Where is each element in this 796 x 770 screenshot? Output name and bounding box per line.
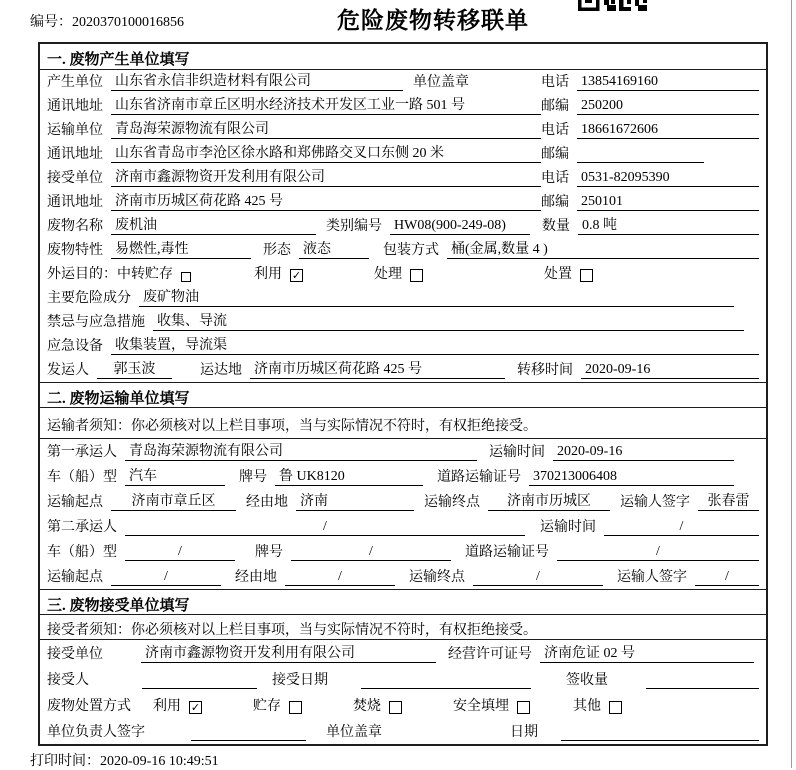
purpose-option-dispose <box>544 263 593 283</box>
equipment-value: 收集装置，导流渠 <box>111 334 759 355</box>
waste-traits-label: 废物特性 <box>47 243 103 258</box>
destination-value: 济南市历城区荷花路 425 号 <box>250 358 505 379</box>
responsible-sign-row <box>40 718 766 744</box>
accept-unit-label: 接受单位 <box>47 647 103 662</box>
second-carrier-value: / <box>125 519 525 536</box>
print-time-line <box>30 750 219 770</box>
waste-code-label: 类别编号 <box>326 219 382 234</box>
checkbox-dispose <box>580 269 593 282</box>
second-carrier-label: 第二承运人 <box>47 520 117 535</box>
route-start-label: 运输起点 <box>47 495 103 510</box>
route-start-label: 运输起点 <box>47 570 103 585</box>
producer-label: 产生单位 <box>47 75 103 90</box>
zip-label: 邮编 <box>541 99 569 114</box>
receiver-address-value: 济南市历城区荷花路 425 号 <box>111 190 541 211</box>
address-label: 通讯地址 <box>47 195 103 210</box>
acceptor-value <box>142 672 257 689</box>
transporter-value: 青岛海荣源物流有限公司 <box>111 118 541 139</box>
transport-time-label: 运输时间 <box>540 520 596 535</box>
transporter-row <box>40 118 766 142</box>
route-end-label: 运输终点 <box>409 570 465 585</box>
serial-label: 编号： <box>30 15 72 30</box>
waste-qty-value: 0.8 吨 <box>578 214 759 235</box>
route1-row <box>40 489 766 514</box>
emergency-equipment-row <box>40 334 766 358</box>
carrier-sign-value: 张春雷 <box>698 490 759 511</box>
checkbox-treat <box>410 269 423 282</box>
transport-time-value: 2020-09-16 <box>553 444 734 461</box>
serial-number: 2020370100016856 <box>72 15 184 30</box>
carrier-sign2-value: / <box>695 569 759 586</box>
route-via-value: 济南 <box>296 490 414 511</box>
first-carrier-row <box>40 439 766 464</box>
responsible-sign-value <box>191 724 306 741</box>
option-label: 中转贮存 <box>117 267 173 282</box>
disposal-option-store <box>253 695 353 715</box>
plate2-value: / <box>291 544 451 561</box>
signed-qty-label: 签收量 <box>566 673 608 688</box>
page-edge-line <box>791 0 792 768</box>
carrier-sign-label: 运输人签字 <box>620 495 690 510</box>
disposal-option-landfill <box>453 695 573 715</box>
option-label: 安全填埋 <box>453 699 509 714</box>
zip-label: 邮编 <box>541 195 569 210</box>
qr-code-icon <box>578 0 650 11</box>
road-cert-value: 370213006408 <box>529 469 734 486</box>
dispatcher-label: 发运人 <box>47 363 89 378</box>
first-carrier-value: 青岛海荣源物流有限公司 <box>125 440 477 461</box>
disposal-method-row <box>40 692 766 718</box>
producer-phone-value: 13854169160 <box>577 74 759 91</box>
transport-purpose-row <box>40 262 766 286</box>
route-via-label: 经由地 <box>246 495 288 510</box>
waste-name-label: 废物名称 <box>47 219 103 234</box>
disposal-option-utilize <box>153 695 253 715</box>
checkbox-transfer-storage <box>181 272 191 282</box>
checkbox-incinerate <box>389 701 402 714</box>
transport-time2-value: / <box>604 519 759 536</box>
plate-value: 鲁 UK8120 <box>275 465 423 486</box>
producer-address-row <box>40 94 766 118</box>
vehicle2-row <box>40 539 766 564</box>
hazard-label: 主要危险成分 <box>47 291 131 306</box>
waste-qty-label: 数量 <box>542 219 570 234</box>
option-label: 利用 <box>254 267 282 282</box>
option-label: 处置 <box>544 267 572 282</box>
plate-label: 牌号 <box>255 545 283 560</box>
route-via-label: 经由地 <box>235 570 277 585</box>
signed-qty-value <box>646 672 759 689</box>
route-end-value: 济南市历城区 <box>488 490 610 511</box>
transporter-notice: 运输者须知：你必须核对以上栏目事项，当与实际情况不符时，有权拒绝接受。 <box>40 408 766 439</box>
equipment-label: 应急设备 <box>47 339 103 354</box>
vehicle-type-label: 车（船）型 <box>47 545 117 560</box>
receiver-label: 接受单位 <box>47 171 103 186</box>
checkbox-utilize: ✓ <box>190 701 201 714</box>
first-carrier-label: 第一承运人 <box>47 445 117 460</box>
responsible-sign-label: 单位负责人签字 <box>47 725 145 740</box>
transfer-time-value: 2020-09-16 <box>581 362 759 379</box>
route-via2-value: / <box>285 569 395 586</box>
option-label: 处理 <box>374 267 402 282</box>
transfer-time-label: 转移时间 <box>517 363 573 378</box>
checkbox-store <box>289 701 302 714</box>
hazard-value: 废矿物油 <box>139 286 734 307</box>
phone-label: 电话 <box>541 123 569 138</box>
waste-form-label: 形态 <box>263 243 291 258</box>
receiver-phone-value: 0531-82095390 <box>577 170 759 187</box>
vehicle-type-label: 车（船）型 <box>47 470 117 485</box>
print-time-label: 打印时间： <box>30 754 100 769</box>
date-label: 日期 <box>510 725 538 740</box>
waste-name-value: 废机油 <box>111 214 316 235</box>
route-end2-value: / <box>473 569 603 586</box>
road-cert-label: 道路运输证号 <box>437 470 521 485</box>
dispatcher-value: 郭玉波 <box>97 358 172 379</box>
purpose-option-treat <box>374 263 544 283</box>
transporter-address-value: 山东省青岛市李沧区徐水路和郑佛路交叉口东侧 20 米 <box>111 142 541 163</box>
waste-form-value: 液态 <box>299 238 369 259</box>
accept-unit-row <box>40 640 766 666</box>
checkbox-other <box>609 701 622 714</box>
measures-value: 收集、导流 <box>153 310 744 331</box>
checkbox-utilize: ✓ <box>291 269 302 282</box>
producer-seal-label: 单位盖章 <box>413 75 469 90</box>
receiver-notice: 接受者须知：你必须核对以上栏目事项，当与实际情况不符时，有权拒绝接受。 <box>40 615 766 640</box>
option-label: 利用 <box>153 699 181 714</box>
phone-label: 电话 <box>541 171 569 186</box>
route-start2-value: / <box>111 569 221 586</box>
route2-row <box>40 564 766 589</box>
waste-code-value: HW08(900-249-08) <box>390 218 530 235</box>
vehicle-type-value: 汽车 <box>125 465 225 486</box>
vehicle1-row <box>40 464 766 489</box>
measures-label: 禁忌与应急措施 <box>47 315 145 330</box>
destination-label: 运达地 <box>200 363 242 378</box>
road-cert-label: 道路运输证号 <box>465 545 549 560</box>
option-label: 贮存 <box>253 699 281 714</box>
producer-zip-value: 250200 <box>577 98 759 115</box>
disposal-label: 废物处置方式 <box>47 699 131 714</box>
accept-date-label: 接受日期 <box>272 673 328 688</box>
transporter-zip-value <box>577 146 704 163</box>
transporter-phone-value: 18661672606 <box>577 122 759 139</box>
route-start-value: 济南市章丘区 <box>111 490 236 511</box>
dispatch-row <box>40 358 766 382</box>
disposal-option-other <box>573 695 622 715</box>
receiver-value: 济南市鑫源物资开发利用有限公司 <box>111 166 541 187</box>
road-cert2-value: / <box>557 544 759 561</box>
carrier-sign-label: 运输人签字 <box>617 570 687 585</box>
accept-unit-value: 济南市鑫源物资开发利用有限公司 <box>141 642 436 663</box>
checkbox-landfill <box>517 701 530 714</box>
date-value <box>561 724 759 741</box>
address-label: 通讯地址 <box>47 99 103 114</box>
print-time-value: 2020-09-16 10:49:51 <box>100 754 219 769</box>
license-label: 经营许可证号 <box>448 647 532 662</box>
acceptor-label: 接受人 <box>47 673 89 688</box>
plate-label: 牌号 <box>239 470 267 485</box>
purpose-option-transfer-storage <box>117 263 254 283</box>
packing-label: 包装方式 <box>383 243 439 258</box>
receiver-row <box>40 166 766 190</box>
phone-label: 电话 <box>541 75 569 90</box>
section1-header: 一. 废物产生单位填写 <box>40 44 766 70</box>
option-label: 焚烧 <box>353 699 381 714</box>
accept-date-value <box>361 672 531 689</box>
transfer-manifest-table <box>38 42 768 746</box>
route-end-label: 运输终点 <box>424 495 480 510</box>
acceptor-row <box>40 666 766 692</box>
hazard-component-row <box>40 286 766 310</box>
purpose-label: 外运目的： <box>47 267 117 282</box>
zip-label: 邮编 <box>541 147 569 162</box>
producer-address-value: 山东省济南市章丘区明水经济技术开发区工业一路 501 号 <box>111 94 541 115</box>
option-label: 其他 <box>573 699 601 714</box>
form-title: 危险废物转移联单 <box>337 8 529 33</box>
producer-value: 山东省永信非织造材料有限公司 <box>111 70 403 91</box>
waste-traits-value: 易燃性,毒性 <box>111 238 251 259</box>
address-label: 通讯地址 <box>47 147 103 162</box>
transport-time-label: 运输时间 <box>489 445 545 460</box>
license-value: 济南危证 02 号 <box>540 642 754 663</box>
producer-row <box>40 70 766 94</box>
transporter-address-row <box>40 142 766 166</box>
disposal-option-incinerate <box>353 695 453 715</box>
emergency-measures-row <box>40 310 766 334</box>
waste-name-row <box>40 214 766 238</box>
receiver-zip-value: 250101 <box>577 194 759 211</box>
section3-header: 三. 废物接受单位填写 <box>40 589 766 615</box>
second-carrier-row <box>40 514 766 539</box>
receiver-address-row <box>40 190 766 214</box>
unit-seal-label: 单位盖章 <box>326 725 382 740</box>
packing-value: 桶(金属,数量 4 ) <box>447 238 759 259</box>
section2-header: 二. 废物运输单位填写 <box>40 382 766 408</box>
vehicle-type2-value: / <box>125 544 235 561</box>
transporter-label: 运输单位 <box>47 123 103 138</box>
purpose-option-utilize <box>254 263 374 283</box>
waste-traits-row <box>40 238 766 262</box>
